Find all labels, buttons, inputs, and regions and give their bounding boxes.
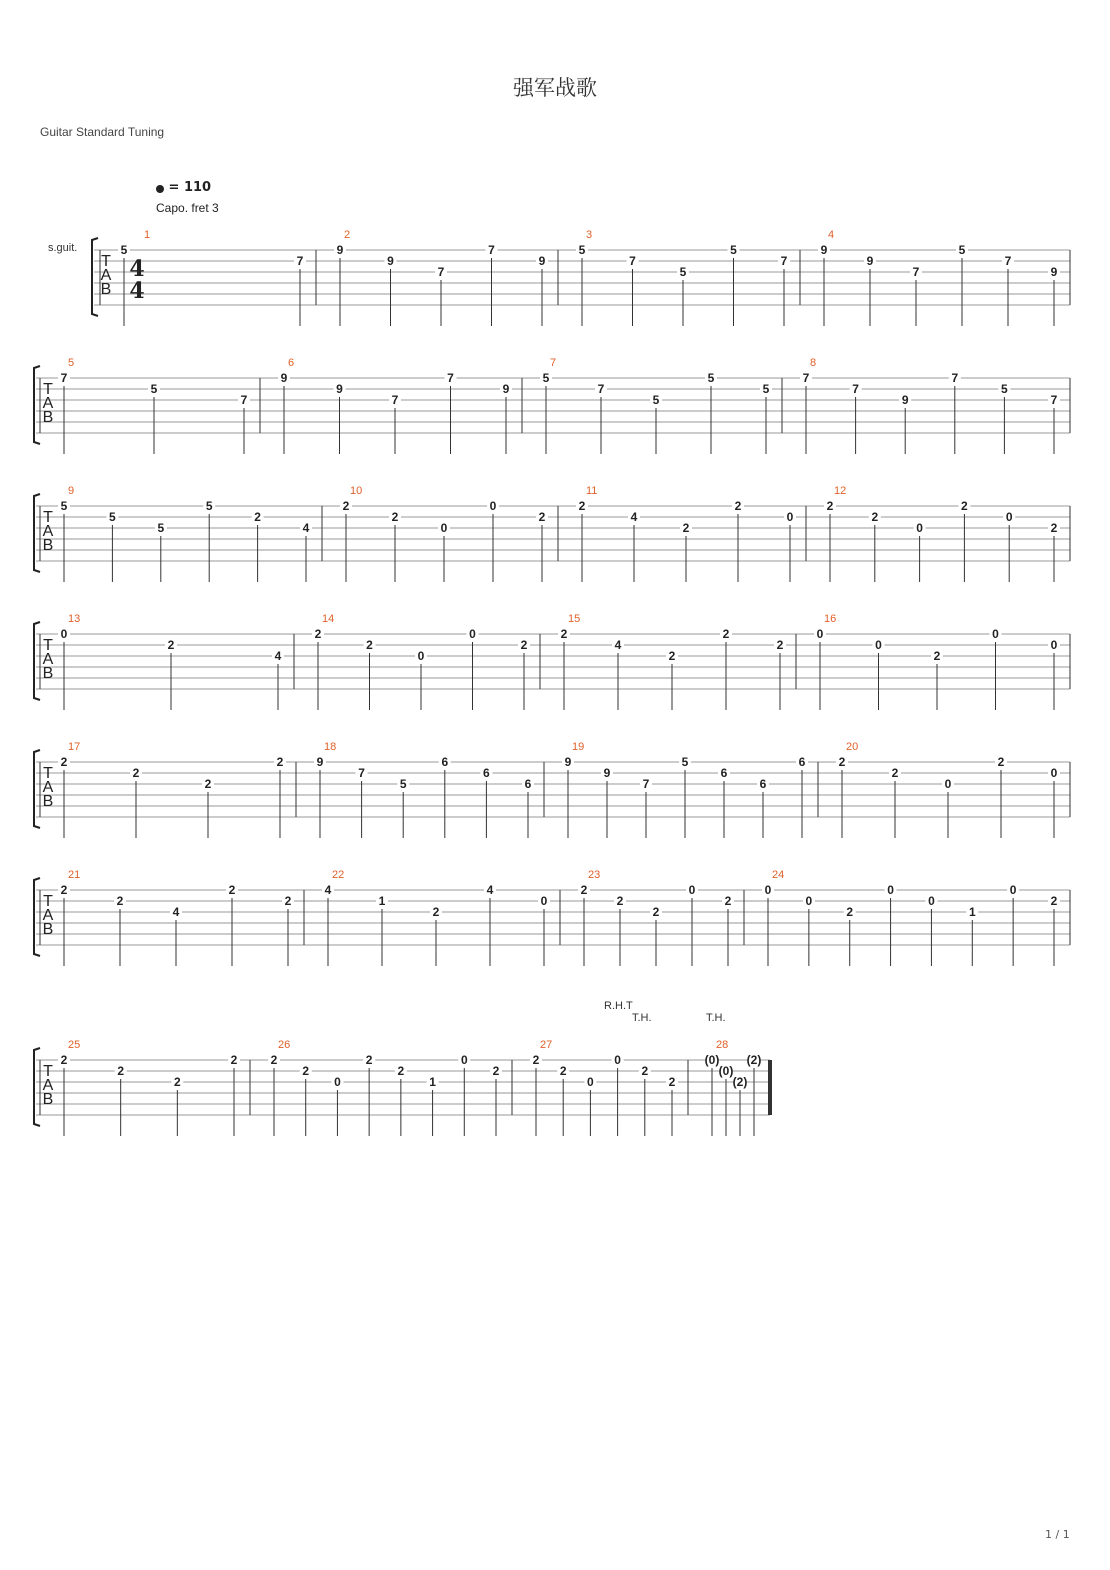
- fret-number: 2: [365, 1053, 373, 1067]
- tab-clef-letter: T: [43, 765, 53, 782]
- measure-number: 22: [332, 869, 345, 881]
- fret-number: 0: [887, 883, 894, 897]
- fret-number: 1: [378, 894, 386, 908]
- measure-number: 25: [68, 1039, 81, 1051]
- fret-number: 2: [891, 766, 899, 780]
- fret-number: 2: [961, 499, 968, 513]
- fret-number: 0: [417, 649, 425, 663]
- tab-clef-letter: A: [42, 523, 54, 540]
- fret-number: 7: [447, 371, 454, 385]
- fret-number: 2: [173, 1075, 181, 1089]
- measure-number: 20: [846, 741, 859, 753]
- measure-number: 27: [540, 1039, 553, 1051]
- fret-number: 0: [1009, 883, 1017, 897]
- fret-number: 7: [60, 371, 68, 385]
- fret-number: 5: [109, 510, 116, 524]
- tab-clef-letter: T: [101, 253, 111, 270]
- fret-number: 0: [1005, 510, 1013, 524]
- fret-number: 2: [846, 905, 854, 919]
- fret-number: 6: [483, 766, 490, 780]
- fret-number: 2: [578, 499, 586, 513]
- fret-number: 2: [397, 1064, 405, 1078]
- fret-number: 9: [336, 243, 344, 257]
- fret-number: (2): [732, 1075, 748, 1089]
- measure-number: 10: [350, 485, 363, 497]
- fret-number: 1: [968, 905, 976, 919]
- tab-clef-letter: A: [42, 1077, 54, 1094]
- fret-number: 2: [230, 1053, 238, 1067]
- measure-number: 26: [278, 1039, 291, 1051]
- fret-number: 2: [204, 777, 212, 791]
- measure-number: 14: [322, 613, 335, 625]
- fret-number: 2: [302, 1064, 310, 1078]
- measure-number: 7: [550, 357, 557, 369]
- tab-clef-letter: A: [100, 267, 112, 284]
- fret-number: 2: [276, 755, 284, 769]
- fret-number: 2: [532, 1053, 540, 1067]
- fret-number: 2: [668, 1075, 676, 1089]
- measure-number: 1: [144, 229, 151, 241]
- time-signature-digit: 4: [129, 278, 145, 304]
- measure-number: 6: [288, 357, 295, 369]
- fret-number: 9: [603, 766, 611, 780]
- fret-number: 0: [875, 638, 882, 652]
- measure-number: 8: [810, 357, 817, 369]
- fret-number: 2: [538, 510, 546, 524]
- fret-number: 2: [117, 1064, 125, 1078]
- fret-number: 0: [460, 1053, 468, 1067]
- fret-number: 5: [157, 521, 165, 535]
- fret-number: 2: [342, 499, 350, 513]
- fret-number: 2: [933, 649, 941, 663]
- fret-number: 2: [132, 766, 140, 780]
- fret-number: 2: [314, 627, 322, 641]
- fret-number: 2: [1050, 521, 1058, 535]
- score-title: 强军战歌: [513, 76, 597, 100]
- fret-number: 0: [614, 1053, 621, 1067]
- page-number: 1 / 1: [1045, 1528, 1070, 1541]
- fret-number: 6: [524, 777, 532, 791]
- fret-number: 0: [469, 627, 476, 641]
- fret-number: 2: [997, 755, 1005, 769]
- measure-number: 11: [586, 485, 598, 497]
- fret-number: 2: [734, 499, 742, 513]
- fret-number: (2): [746, 1053, 762, 1067]
- measure-number: 12: [834, 485, 847, 497]
- fret-number: 7: [240, 393, 248, 407]
- fret-number: 7: [358, 766, 365, 780]
- fret-number: 2: [284, 894, 292, 908]
- measure-number: 18: [324, 741, 337, 753]
- fret-number: 7: [391, 393, 399, 407]
- measure-number: 23: [588, 869, 601, 881]
- fret-number: 4: [614, 638, 622, 652]
- fret-number: 5: [542, 371, 550, 385]
- fret-number: 7: [597, 382, 605, 396]
- fret-number: 5: [60, 499, 68, 513]
- fret-number: 5: [578, 243, 586, 257]
- fret-number: 7: [852, 382, 859, 396]
- fret-number: 5: [150, 382, 158, 396]
- fret-number: 9: [1050, 265, 1058, 279]
- fret-number: 5: [120, 243, 128, 257]
- tab-clef-letter: A: [42, 651, 54, 668]
- fret-number: 0: [786, 510, 794, 524]
- fret-number: 2: [60, 755, 68, 769]
- fret-number: 2: [228, 883, 236, 897]
- fret-number: 4: [486, 883, 494, 897]
- fret-number: 0: [992, 627, 999, 641]
- fret-number: 0: [764, 883, 772, 897]
- annotation-rht: R.H.T: [604, 1000, 633, 1012]
- fret-number: 5: [652, 393, 660, 407]
- fret-number: 2: [722, 627, 730, 641]
- fret-number: 9: [820, 243, 828, 257]
- fret-number: 2: [492, 1064, 500, 1078]
- fret-number: 0: [928, 894, 935, 908]
- fret-number: 7: [912, 265, 920, 279]
- fret-number: 2: [838, 755, 846, 769]
- fret-number: 2: [254, 510, 261, 524]
- fret-number: 7: [802, 371, 810, 385]
- fret-number: 2: [432, 905, 440, 919]
- fret-number: 5: [205, 499, 213, 513]
- fret-number: 2: [826, 499, 834, 513]
- fret-number: 7: [642, 777, 650, 791]
- tab-clef-letter: B: [42, 409, 54, 426]
- fret-number: 7: [951, 371, 959, 385]
- fret-number: 7: [780, 254, 788, 268]
- fret-number: 4: [630, 510, 638, 524]
- fret-number: (0): [718, 1064, 734, 1078]
- fret-number: 6: [798, 755, 806, 769]
- fret-number: 2: [668, 649, 676, 663]
- fret-number: 9: [538, 254, 546, 268]
- fret-number: 2: [616, 894, 624, 908]
- fret-number: 7: [488, 243, 495, 257]
- tab-clef-letter: A: [42, 907, 54, 924]
- fret-number: 5: [679, 265, 687, 279]
- measure-number: 3: [586, 229, 593, 241]
- fret-number: 2: [116, 894, 124, 908]
- tab-clef-letter: B: [42, 537, 54, 554]
- fret-number: 5: [1001, 382, 1008, 396]
- measure-number: 17: [68, 741, 81, 753]
- measure-number: 2: [344, 229, 351, 241]
- fret-number: 7: [437, 265, 445, 279]
- measure-number: 9: [68, 485, 75, 497]
- fret-number: 5: [681, 755, 689, 769]
- fret-number: 4: [302, 521, 310, 535]
- tab-clef-letter: T: [43, 637, 53, 654]
- fret-number: 2: [366, 638, 373, 652]
- fret-number: 2: [1050, 894, 1058, 908]
- fret-number: 9: [280, 371, 288, 385]
- fret-number: 7: [1004, 254, 1012, 268]
- fret-number: 5: [730, 243, 737, 257]
- fret-number: 5: [762, 382, 770, 396]
- tempo-value: = 110: [168, 180, 212, 195]
- fret-number: 2: [776, 638, 784, 652]
- measure-number: 13: [68, 613, 81, 625]
- fret-number: 2: [652, 905, 660, 919]
- fret-number: 1: [429, 1075, 436, 1089]
- tab-clef-letter: A: [42, 779, 54, 796]
- fret-number: 0: [816, 627, 824, 641]
- tuning-label: Guitar Standard Tuning: [40, 125, 165, 139]
- fret-number: 0: [440, 521, 448, 535]
- fret-number: 0: [916, 521, 923, 535]
- fret-number: 9: [564, 755, 572, 769]
- time-signature-digit: 4: [129, 256, 145, 282]
- fret-number: 5: [958, 243, 966, 257]
- fret-number: 0: [334, 1075, 341, 1089]
- tab-clef-letter: T: [43, 1063, 53, 1080]
- fret-number: 9: [316, 755, 324, 769]
- fret-number: 6: [441, 755, 449, 769]
- fret-number: 2: [560, 627, 568, 641]
- annotation-th-2: T.H.: [706, 1012, 726, 1024]
- fret-number: 2: [559, 1064, 567, 1078]
- measure-number: 24: [772, 869, 785, 881]
- tab-clef-letter: B: [42, 921, 54, 938]
- tab-clef-letter: B: [42, 793, 54, 810]
- fret-number: 4: [324, 883, 332, 897]
- fret-number: 2: [724, 894, 732, 908]
- fret-number: 9: [901, 393, 909, 407]
- fret-number: 6: [720, 766, 728, 780]
- fret-number: 9: [502, 382, 510, 396]
- fret-number: 7: [629, 254, 636, 268]
- fret-number: 2: [270, 1053, 278, 1067]
- annotation-th-1: T.H.: [632, 1012, 652, 1024]
- measure-number: 4: [828, 229, 835, 241]
- fret-number: 2: [580, 883, 588, 897]
- fret-number: 5: [707, 371, 715, 385]
- measure-number: 28: [716, 1039, 729, 1051]
- fret-number: 2: [682, 521, 690, 535]
- tab-clef-letter: A: [42, 395, 54, 412]
- fret-number: 2: [60, 1053, 68, 1067]
- measure-number: 16: [824, 613, 837, 625]
- tab-clef-letter: T: [43, 381, 53, 398]
- fret-number: 5: [399, 777, 407, 791]
- tab-clef-letter: T: [43, 509, 53, 526]
- fret-number: 2: [641, 1064, 649, 1078]
- fret-number: (0): [704, 1053, 720, 1067]
- capo-marking: Capo. fret 3: [156, 201, 219, 215]
- fret-number: 0: [540, 894, 548, 908]
- fret-number: 4: [172, 905, 180, 919]
- measure-number: 21: [68, 869, 81, 881]
- measure-number: 5: [68, 357, 75, 369]
- fret-number: 7: [296, 254, 304, 268]
- fret-number: 2: [167, 638, 175, 652]
- fret-number: 2: [391, 510, 399, 524]
- tab-clef-letter: B: [42, 1091, 54, 1108]
- tab-clef-letter: B: [100, 281, 112, 298]
- fret-number: 0: [688, 883, 696, 897]
- fret-number: 0: [587, 1075, 594, 1089]
- fret-number: 9: [336, 382, 343, 396]
- fret-number: 2: [520, 638, 528, 652]
- fret-number: 9: [387, 254, 394, 268]
- fret-number: 0: [60, 627, 68, 641]
- measure-number: 19: [572, 741, 585, 753]
- fret-number: 7: [1050, 393, 1058, 407]
- fret-number: 0: [805, 894, 813, 908]
- fret-number: 2: [871, 510, 879, 524]
- instrument-label: s.guit.: [48, 242, 78, 254]
- fret-number: 6: [759, 777, 767, 791]
- tab-clef-letter: T: [43, 893, 53, 910]
- fret-number: 0: [489, 499, 497, 513]
- fret-number: 9: [866, 254, 874, 268]
- fret-number: 0: [1050, 638, 1058, 652]
- tab-clef-letter: B: [42, 665, 54, 682]
- fret-number: 4: [274, 649, 282, 663]
- fret-number: 0: [944, 777, 952, 791]
- measure-number: 15: [568, 613, 581, 625]
- fret-number: 0: [1050, 766, 1058, 780]
- fret-number: 2: [60, 883, 68, 897]
